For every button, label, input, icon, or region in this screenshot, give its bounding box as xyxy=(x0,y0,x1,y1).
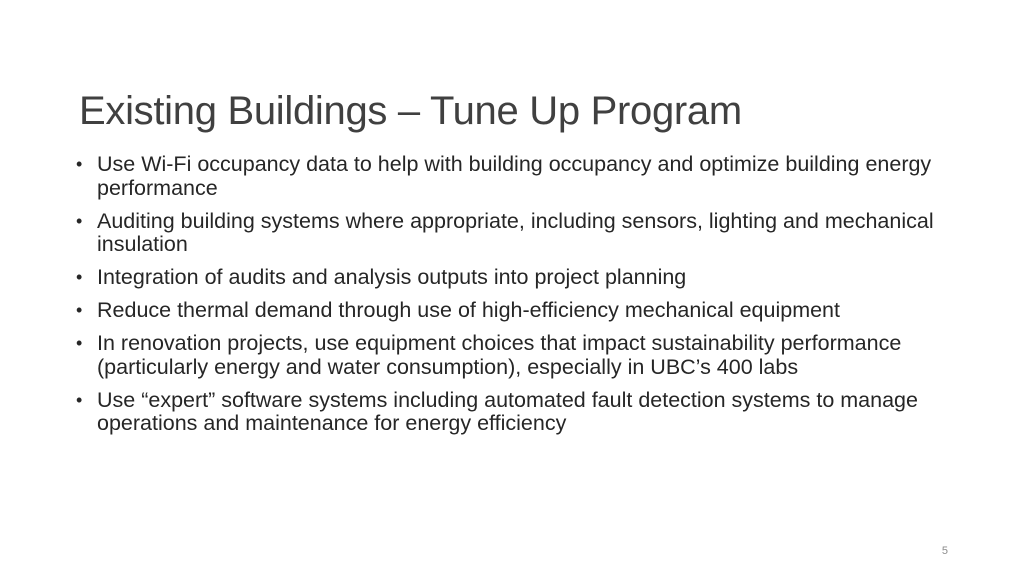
bullet-list xyxy=(76,153,956,445)
bullet-dot-icon: • xyxy=(76,210,83,231)
bullet-item xyxy=(76,153,956,200)
bullet-text: Auditing building systems where appropriate, including sensors, lighting and mechanical insulation xyxy=(97,208,934,256)
bullet-dot-icon: • xyxy=(76,389,83,410)
bullet-item xyxy=(76,266,956,290)
bullet-dot-icon: • xyxy=(76,267,83,287)
slide-number: 5 xyxy=(941,545,948,557)
bullet-item xyxy=(76,389,956,436)
slide-title: Existing Buildings – Tune Up Program xyxy=(79,88,742,133)
bullet-item xyxy=(76,332,956,379)
bullet-text: Use Wi-Fi occupancy data to help with building occupancy and optimize building energy performance xyxy=(97,152,932,200)
bullet-dot-icon: • xyxy=(76,300,83,320)
bullet-text: Reduce thermal demand through use of high-efficiency mechanical equipment xyxy=(97,298,840,322)
bullet-text: Use “expert” software systems including automated fault detection systems to manage operations and maintenance for energy efficiency xyxy=(97,387,918,435)
bullet-dot-icon: • xyxy=(76,333,83,353)
bullet-dot-icon: • xyxy=(76,154,83,174)
bullet-item xyxy=(76,210,956,257)
bullet-item xyxy=(76,299,956,323)
bullet-text: Integration of audits and analysis outputs into project planning xyxy=(97,265,687,289)
bullet-text: In renovation projects, use equipment choices that impact sustainability performance (particularly energy and water consumption), especially in UBC’s 400 labs xyxy=(97,331,902,379)
